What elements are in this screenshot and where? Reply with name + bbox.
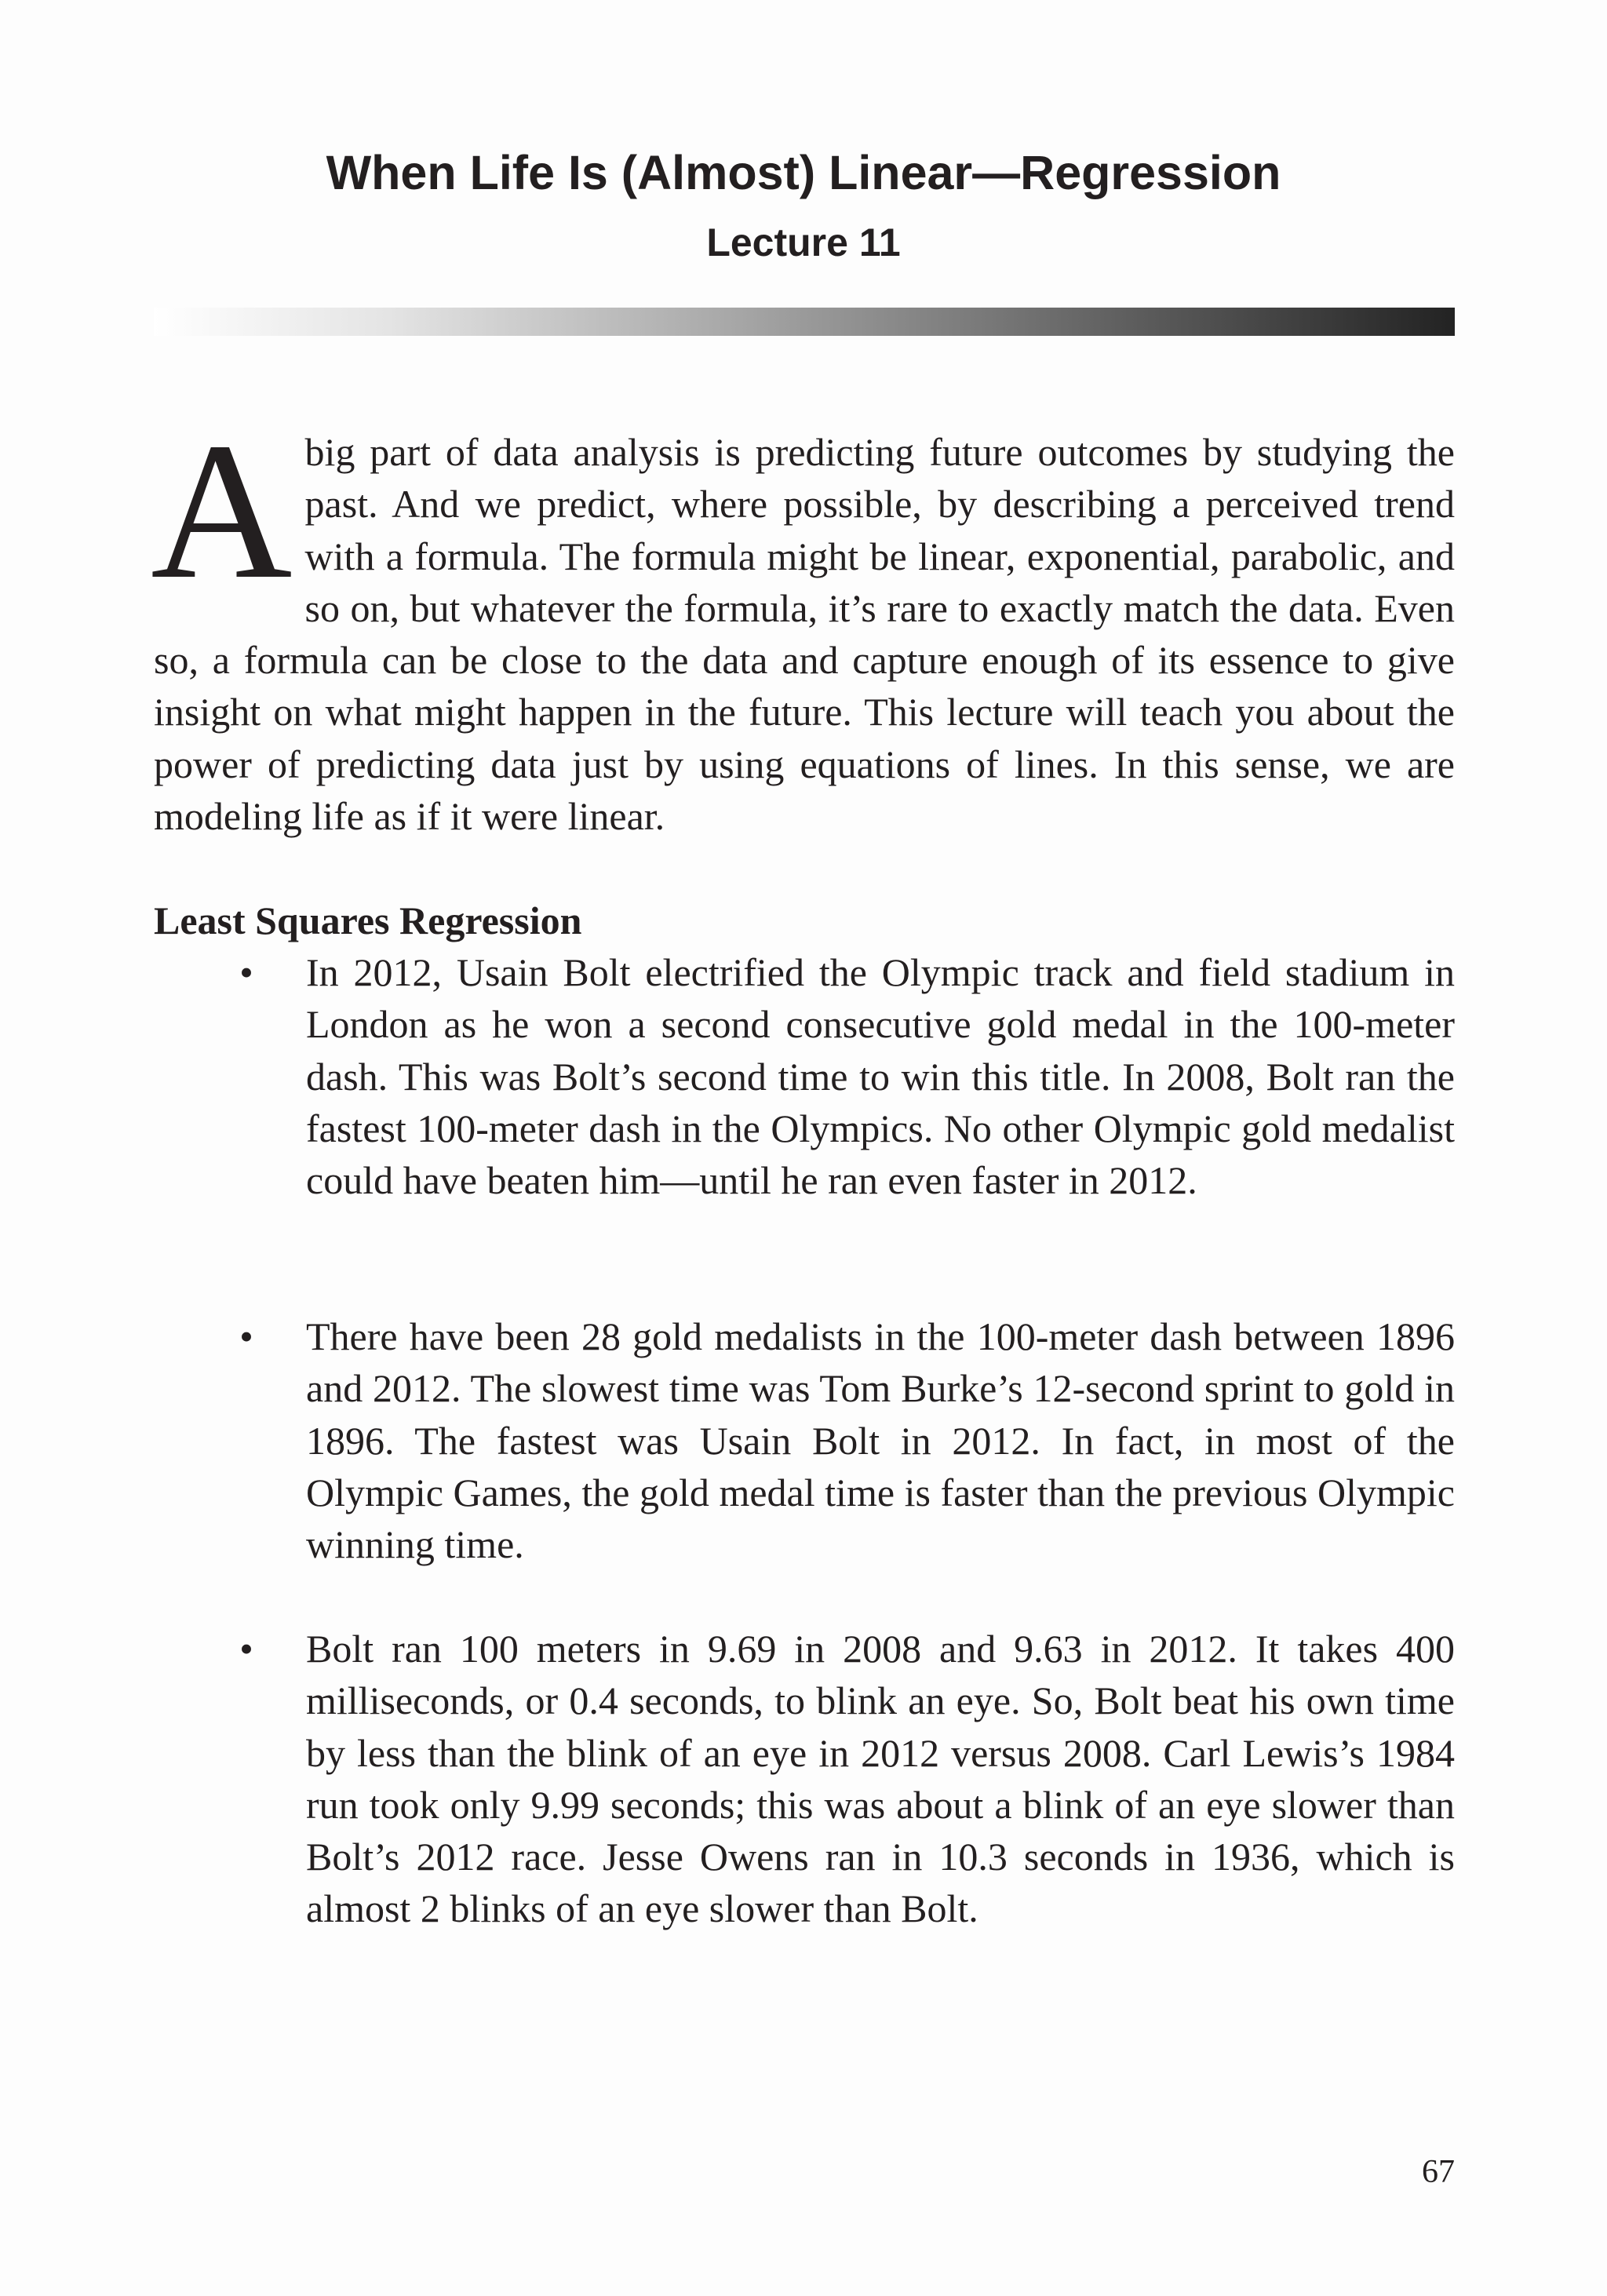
bullet-icon: • xyxy=(239,950,253,994)
bullet-text: In 2012, Usain Bolt electrified the Olympic track and field stadium in London as he won a second consecutive gold medal in the 100-meter dash. This was Bolt’s second time to win this title. In 2008, Bolt ran the fastest 100-meter dash in the Olympics. No other Olympic gold medalist could have beaten him—until he ran even faster in 2012. xyxy=(306,950,1455,1203)
drop-cap: A xyxy=(151,403,293,620)
bullet-icon: • xyxy=(239,1627,253,1671)
section-heading: Least Squares Regression xyxy=(154,898,582,942)
bullet-icon: • xyxy=(239,1314,253,1358)
lecture-subtitle: Lecture 11 xyxy=(706,220,901,264)
bullet-item xyxy=(239,946,1455,1206)
intro-paragraph xyxy=(151,403,1455,842)
bullet-text: There have been 28 gold medalists in the 100-meter dash between 1896 and 2012. The slowest time was Tom Burke’s 12-second sprint to gold in 1896. The fastest was Usain Bolt in 2012. In fact, in most of the Olympic Games, the gold medal time is faster than the previous Olympic winning time. xyxy=(306,1314,1455,1567)
title-divider-bar xyxy=(154,308,1455,336)
bullet-text: Bolt ran 100 meters in 9.69 in 2008 and 9.63 in 2012. It takes 400 milliseconds, or 0.4 seconds, to blink an eye. So, Bolt beat his own time by less than the blink of an eye in 2012 versus 2008. Carl Lewis’s 1984 run took only 9.99 seconds; this was about a blink of an eye slower than Bolt’s 2012 race. Jesse Owens ran in 10.3 seconds in 1936, which is almost 2 blinks of an eye slower than Bolt. xyxy=(306,1627,1455,1931)
intro-text: big part of data analysis is predicting future outcomes by studying the past. And we predict, where possible, by describing a perceived trend with a formula. The formula might be linear, exponential, parabolic, and so on, but whatever the formula, it’s rare to exactly match the data. Even so, a formula can be close to the data and capture enough of its essence to give insight on what might happen in the future. This lecture will teach you about the power of predicting data just by using equations of lines. In this sense, we are modeling life as if it were linear. xyxy=(154,430,1455,839)
page-number: 67 xyxy=(1422,2154,1455,2190)
bullet-item xyxy=(239,1310,1455,1570)
bullet-item xyxy=(239,1623,1455,1935)
page-title: When Life Is (Almost) Linear—Regression xyxy=(326,146,1281,199)
